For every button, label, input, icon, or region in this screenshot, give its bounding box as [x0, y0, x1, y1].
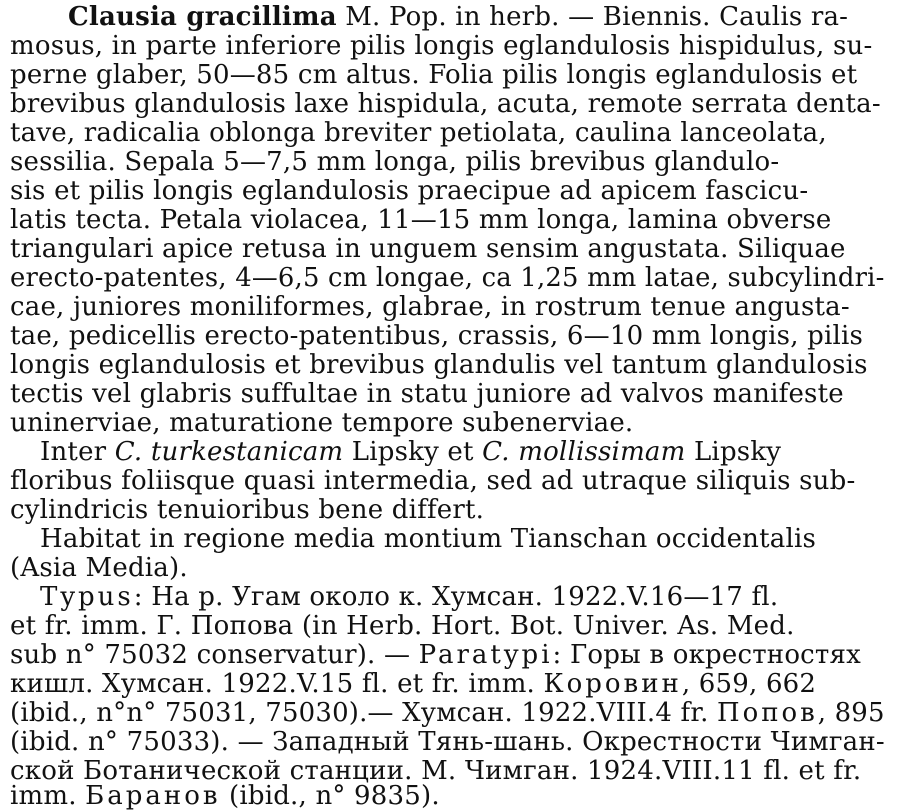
text-line-02: mosus, in parte inferiore pilis longis eglandulosis hispidulus, su-	[10, 31, 873, 61]
collector-name: Попов	[716, 698, 818, 728]
comparison-text: Lipsky	[685, 437, 782, 467]
paratypi-label: Paratypi	[418, 640, 553, 670]
text-line-17: floribus foliisque quasi intermedia, sed ad utraque siliquis sub-	[10, 466, 856, 496]
text-line-01	[68, 2, 848, 32]
collector-name: Баранов	[85, 781, 221, 810]
taxon-turkestanica: C. turkestanicam	[114, 437, 344, 467]
text-line-05: tave, radicalia oblonga breviter petiolata, caulina lanceolata,	[10, 118, 827, 148]
description-start: — Biennis. Caulis ra-	[559, 2, 849, 32]
text-line-12: tae, pedicellis erecto-patentibus, crassis, 6—10 mm longis, pilis	[10, 321, 864, 351]
paratypi-text: , 659, 662	[681, 669, 817, 699]
text-line-16	[40, 437, 781, 467]
text-line-07: sis et pilis longis eglandulosis praecipue ad apicem fascicu-	[10, 176, 809, 206]
comparison-text: Inter	[40, 437, 115, 467]
text-line-15: uninerviae, maturatione tempore subenerviae.	[10, 408, 634, 438]
typus-text: sub n° 75032 conservatur). —	[10, 640, 419, 670]
paratypi-text: imm.	[10, 781, 86, 810]
paratypi-text: , 895	[817, 698, 885, 728]
text-line-22: et fr. imm. Г. Попова (in Herb. Hort. Bot. Univer. As. Med.	[10, 611, 795, 641]
text-line-24	[10, 669, 816, 699]
text-line-08: latis tecta. Petala violacea, 11—15 mm longa, lamina obverse	[10, 205, 832, 235]
typus-label: Typus	[40, 582, 134, 612]
text-line-19: Habitat in regione media montium Tianschan occidentalis	[40, 524, 817, 554]
text-line-13: longis eglandulosis et brevibus glandulis vel tantum glandulosis	[10, 350, 868, 380]
text-line-26: (ibid. n° 75033). — Западный Тянь-шань. Окрестности Чимган-	[10, 727, 885, 757]
text-line-09: triangulari apice retusa in unguem sensim angustata. Siliquae	[10, 234, 846, 264]
paratypi-text: (ibid., n° 9835).	[220, 781, 440, 810]
text-line-03: perne glaber, 50—85 cm altus. Folia pilis longis eglandulosis et	[10, 60, 858, 90]
species-author: M. Pop. in herb.	[345, 2, 560, 32]
text-line-04: brevibus glandulosis laxe hispidula, acuta, remote serrata denta-	[10, 89, 881, 119]
text-line-21	[40, 582, 778, 612]
species-name: Clausia gracillima	[68, 2, 337, 32]
text-line-25	[10, 698, 885, 728]
text-line-18: cylindricis tenuioribus bene differt.	[10, 495, 485, 525]
paratypi-text: кишл. Хумсан. 1922.V.15 fl. et fr. imm.	[10, 669, 544, 699]
text-line-06: sessilia. Sepala 5—7,5 mm longa, pilis brevibus glandulo-	[10, 147, 780, 177]
text-line-10: erecto-patentes, 4—6,5 cm longae, ca 1,25 mm latae, subcylindri-	[10, 263, 885, 293]
paratypi-text: : Горы в окрестностях	[552, 640, 861, 670]
collector-name: Коровин	[543, 669, 682, 699]
text-line-27: ской Ботанической станции. М. Чимган. 1924.VIII.11 fl. et fr.	[10, 756, 862, 786]
paratypi-text: (ibid., n°n° 75031, 75030).— Хумсан. 1922.VIII.4 fr.	[10, 698, 717, 728]
text-line-11: cae, juniores moniliformes, glabrae, in rostrum tenue angusta-	[10, 292, 850, 322]
text-line-28	[10, 781, 440, 810]
text-line-20: (Asia Media).	[10, 553, 188, 583]
text-line-23	[10, 640, 861, 670]
typus-text: : На р. Угам около к. Хумсан. 1922.V.16—17 fl.	[133, 582, 779, 612]
text-line-14: tectis vel glabris suffultae in statu juniore ad valvos manifeste	[10, 379, 844, 409]
taxon-mollissima: C. mollissimam	[482, 437, 686, 467]
comparison-text: Lipsky et	[343, 437, 483, 467]
